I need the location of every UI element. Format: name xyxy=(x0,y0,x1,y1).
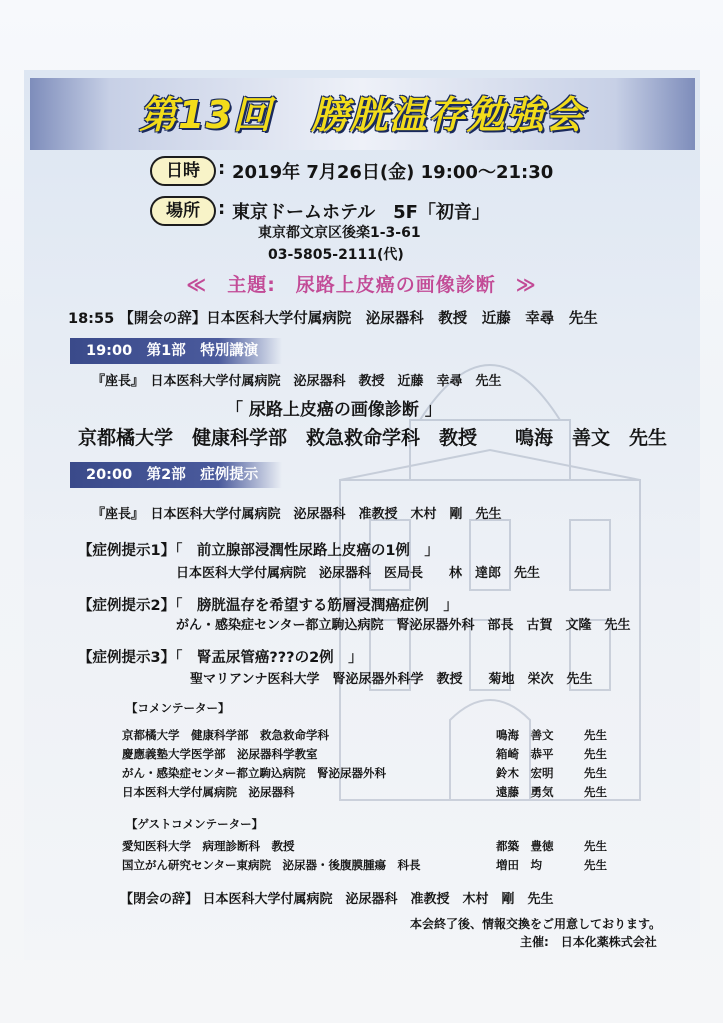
case2-title: 【症例提示2】「 膀胱温存を希望する筋層浸潤癌症例 」 xyxy=(78,598,458,614)
footer-note: 本会終了後、情報交換をご用意しております。 xyxy=(410,917,662,931)
venue-name: 東京ドームホテル 5F「初音」 xyxy=(232,202,490,223)
commentator-name: 鈴木 宏明 xyxy=(496,766,554,780)
part1-chair: 『座長』 日本医科大学付属病院 泌尿器科 教授 近藤 幸尋 先生 xyxy=(92,374,502,389)
closing-remarks: 【閉会の辞】 日本医科大学付属病院 泌尿器科 准教授 木村 剛 先生 xyxy=(120,892,554,907)
guest-commentator-affiliation: 国立がん研究センター東病院 泌尿器・後腹膜腫瘍 科長 xyxy=(122,858,421,872)
footer-sponsor: 主催: 日本化薬株式会社 xyxy=(520,935,657,949)
part2-chair: 『座長』 日本医科大学付属病院 泌尿器科 准教授 木村 剛 先生 xyxy=(92,507,502,522)
part2-header: 20:00 第2部 症例提示 xyxy=(70,462,282,488)
commentator-name: 箱崎 恭平 xyxy=(496,747,554,761)
venue-label: 場所 xyxy=(150,196,216,226)
page-title: 第13回 膀胱温存勉強会 xyxy=(139,93,584,137)
case1-title: 【症例提示1】「 前立腺部浸潤性尿路上皮癌の1例 」 xyxy=(78,543,439,559)
guest-commentator-name: 増田 均 xyxy=(496,858,542,872)
case3-presenter: 聖マリアンナ医科大学 腎泌尿器外科学 教授 菊地 栄次 先生 xyxy=(190,672,593,687)
guest-commentator-name: 都築 豊徳 xyxy=(496,839,554,853)
case2-presenter: がん・感染症センター都立駒込病院 腎泌尿器外科 部長 古賀 文隆 先生 xyxy=(176,618,631,633)
case3-title: 【症例提示3】「 腎盂尿管癌???の2例 」 xyxy=(78,650,363,666)
case1-presenter: 日本医科大学付属病院 泌尿器科 医局長 林 達郎 先生 xyxy=(176,566,541,581)
guest-commentators-label: 【ゲストコメンテーター】 xyxy=(126,817,264,831)
commentator-affiliation: がん・感染症センター都立駒込病院 腎泌尿器外科 xyxy=(122,766,387,780)
part1-header: 19:00 第1部 特別講演 xyxy=(70,338,282,364)
lecture-title: 「 尿路上皮癌の画像診断 」 xyxy=(226,400,442,420)
venue-address: 東京都文京区後楽1-3-61 xyxy=(258,225,421,241)
guest-commentator-honorific: 先生 xyxy=(584,858,607,872)
commentators-label: 【コメンテーター】 xyxy=(126,701,230,715)
commentator-name: 遠藤 勇気 xyxy=(496,785,554,799)
datetime-value: 2019年 7月26日(金) 19:00～21:30 xyxy=(232,162,554,183)
datetime-label: 日時 xyxy=(150,156,216,186)
venue-phone: 03-5805-2111(代) xyxy=(268,247,404,263)
commentator-honorific: 先生 xyxy=(584,747,607,761)
commentator-honorific: 先生 xyxy=(584,785,607,799)
commentator-honorific: 先生 xyxy=(584,766,607,780)
lecture-speaker: 京都橘大学 健康科学部 救急救命学科 教授 鳴海 善文 先生 xyxy=(78,427,668,449)
commentator-honorific: 先生 xyxy=(584,728,607,742)
venue-colon: : xyxy=(218,198,226,219)
theme-heading: ≪ 主題: 尿路上皮癌の画像診断 ≫ xyxy=(186,274,537,296)
datetime-colon: : xyxy=(218,158,226,179)
commentator-affiliation: 日本医科大学付属病院 泌尿器科 xyxy=(122,785,295,799)
opening-remarks: 18:55 【開会の辞】日本医科大学付属病院 泌尿器科 教授 近藤 幸尋 先生 xyxy=(68,311,598,327)
guest-commentator-honorific: 先生 xyxy=(584,839,607,853)
commentator-name: 鳴海 善文 xyxy=(496,728,554,742)
commentator-affiliation: 京都橘大学 健康科学部 救急救命学科 xyxy=(122,728,329,742)
commentator-affiliation: 慶應義塾大学医学部 泌尿器科学教室 xyxy=(122,747,318,761)
guest-commentator-affiliation: 愛知医科大学 病理診断科 教授 xyxy=(122,839,295,853)
